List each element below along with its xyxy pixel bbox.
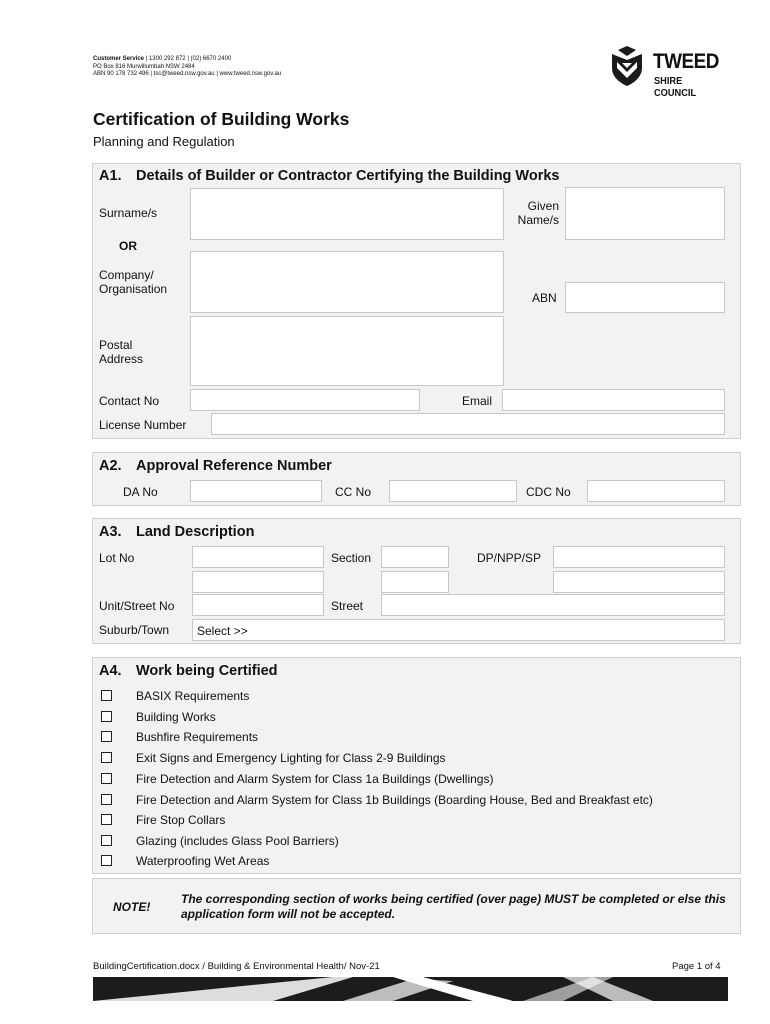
council-logo <box>606 46 736 99</box>
checkbox[interactable] <box>101 814 112 825</box>
section-a2 <box>92 452 741 506</box>
email-field[interactable] <box>502 389 725 411</box>
section-heading: Details of Builder or Contractor Certifying the Building Works <box>136 168 560 184</box>
postal-label-line: Postal <box>99 338 133 352</box>
work-item-label: Fire Stop Collars <box>136 813 226 827</box>
postal-label-line: Address <box>99 352 144 366</box>
work-item-label: Building Works <box>136 710 216 724</box>
license-number-label: License Number <box>99 418 187 432</box>
section-heading: Work being Certified <box>136 663 278 679</box>
document-subtitle: Planning and Regulation <box>93 134 235 149</box>
postal-address-label <box>99 338 143 366</box>
section-a1-title <box>99 168 560 184</box>
phone-primary: 1300 292 872 <box>148 56 186 62</box>
given-name-label-line: Name/s <box>517 213 559 227</box>
company-label <box>99 268 167 296</box>
license-number-field[interactable] <box>211 413 725 435</box>
checkbox[interactable] <box>101 731 112 742</box>
checkbox[interactable] <box>101 752 112 763</box>
postal-address-field[interactable] <box>190 316 504 386</box>
separator: | <box>216 71 218 77</box>
section-a3 <box>92 518 741 644</box>
lot-no-field[interactable] <box>192 546 324 568</box>
section-field-2[interactable] <box>381 571 449 593</box>
checkbox[interactable] <box>101 690 112 701</box>
note-box <box>92 878 741 934</box>
section-number: A1. <box>99 168 122 184</box>
council-email: tsc@tweed.nsw.gov.au <box>153 71 215 77</box>
logo-word-tweed: TWEED <box>653 50 719 73</box>
abn-field[interactable] <box>565 282 725 313</box>
cdc-no-field[interactable] <box>587 480 725 502</box>
work-item-label: Fire Detection and Alarm System for Class 1a Buildings (Dwellings) <box>136 772 494 786</box>
section-number: A4. <box>99 663 122 679</box>
checkbox[interactable] <box>101 794 112 805</box>
cdc-no-label: CDC No <box>526 485 571 499</box>
checkbox[interactable] <box>101 855 112 866</box>
lot-no-label: Lot No <box>99 551 135 565</box>
section-a4 <box>92 657 741 874</box>
dp-field[interactable] <box>553 546 725 568</box>
section-heading: Approval Reference Number <box>136 458 332 474</box>
checkbox[interactable] <box>101 711 112 722</box>
company-field[interactable] <box>190 251 504 313</box>
section-number: A3. <box>99 524 122 540</box>
separator: | <box>145 56 148 62</box>
note-text: The corresponding section of works being certified (over page) MUST be completed or else this application form will not be accepted. <box>181 892 726 921</box>
section-a1 <box>92 163 741 439</box>
contact-no-field[interactable] <box>190 389 420 411</box>
work-item-label: Glazing (includes Glass Pool Barriers) <box>136 834 339 848</box>
company-label-line: Organisation <box>99 282 168 296</box>
unit-street-no-field[interactable] <box>192 594 324 616</box>
contact-block <box>93 56 281 79</box>
work-item-label: Fire Detection and Alarm System for Class 1b Buildings (Boarding House, Bed and Breakfast etc) <box>136 793 653 807</box>
suburb-town-select[interactable]: Select >> <box>192 619 725 641</box>
surname-field[interactable] <box>190 188 504 240</box>
or-label: OR <box>119 239 137 253</box>
note-label: NOTE! <box>113 900 151 914</box>
work-item-label: BASIX Requirements <box>136 689 250 703</box>
customer-service-label: Customer Service <box>93 56 145 62</box>
logo-mark-icon <box>606 46 648 88</box>
footer-decorative-band <box>93 977 728 1001</box>
footer-page-number: Page 1 of 4 <box>672 961 721 972</box>
section-heading: Land Description <box>136 524 255 540</box>
dp-field-2[interactable] <box>553 571 725 593</box>
section-a2-title <box>99 458 332 474</box>
po-box: PO Box 816 Murwillumbah NSW 2484 <box>93 63 195 70</box>
logo-word-shire-council: SHIRE COUNCIL <box>654 75 697 99</box>
council-website: www.tweed.nsw.gov.au <box>219 71 282 77</box>
given-name-field[interactable] <box>565 187 725 240</box>
street-label: Street <box>331 599 364 613</box>
separator: | <box>150 71 152 77</box>
company-label-line: Company/ <box>99 268 154 282</box>
phone-secondary: (02) 6670 2400 <box>190 56 232 62</box>
checkbox[interactable] <box>101 835 112 846</box>
section-a3-title <box>99 524 254 540</box>
checkbox[interactable] <box>101 773 112 784</box>
abn-text: ABN 90 178 732 496 <box>93 71 149 77</box>
work-item-label: Bushfire Requirements <box>136 730 259 744</box>
cc-no-label: CC No <box>335 485 372 499</box>
separator: | <box>187 56 189 62</box>
work-item-label: Waterproofing Wet Areas <box>136 854 270 868</box>
section-a4-title <box>99 663 278 679</box>
street-field[interactable] <box>381 594 725 616</box>
document-title: Certification of Building Works <box>93 109 350 129</box>
footer-document-ref: BuildingCertification.docx / Building & Environmental Health/ Nov-21 <box>93 961 380 972</box>
da-no-field[interactable] <box>190 480 322 502</box>
unit-street-no-label: Unit/Street No <box>99 599 175 613</box>
given-name-label <box>511 199 559 227</box>
section-field[interactable] <box>381 546 449 568</box>
section-number: A2. <box>99 458 122 474</box>
da-no-label: DA No <box>123 485 158 499</box>
surname-label: Surname/s <box>99 206 158 220</box>
section-label: Section <box>331 551 372 565</box>
dp-label: DP/NPP/SP <box>477 551 542 565</box>
abn-label: ABN <box>532 291 557 305</box>
suburb-town-label: Suburb/Town <box>99 623 170 637</box>
given-name-label-line: Given <box>527 199 559 213</box>
lot-no-field-2[interactable] <box>192 571 324 593</box>
work-item-label: Exit Signs and Emergency Lighting for Class 2-9 Buildings <box>136 751 446 765</box>
email-label: Email <box>462 394 493 408</box>
contact-no-label: Contact No <box>99 394 160 408</box>
cc-no-field[interactable] <box>389 480 517 502</box>
